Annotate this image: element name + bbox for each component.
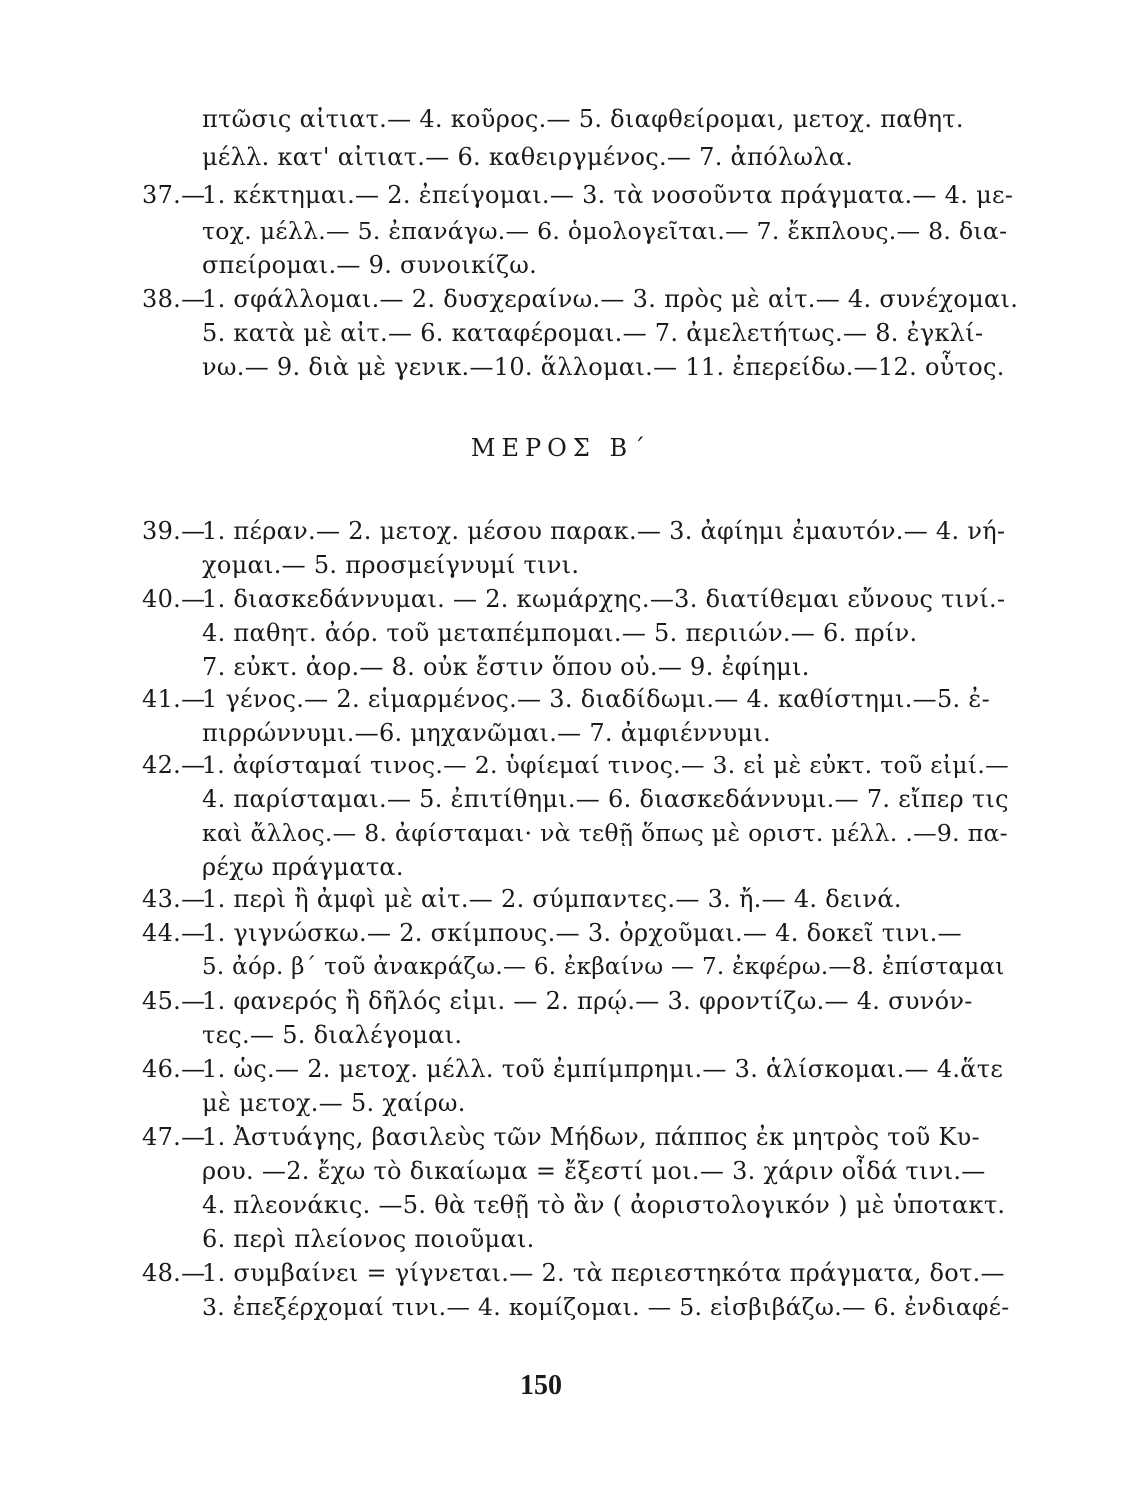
answer-text: 3. ἐπεξέρχομαί τινι.— 4. κομίζομαι. — 5. εἰσβιβάζω.— 6. ἐνδιαφέ- xyxy=(202,1293,1010,1321)
answer-text: 1. πέραν.— 2. μετοχ. μέσου παρακ.— 3. ἀφίημι ἐμαυτόν.— 4. νή- xyxy=(202,517,1006,545)
exercise-number: 41.— xyxy=(142,685,206,713)
answer-text: 4. παρίσταμαι.— 5. ἐπιτίθημι.— 6. διασκεδάννυμι.— 7. εἴπερ τις xyxy=(202,785,1009,813)
answer-text: πτῶσις αἰτιατ.— 4. κοῦρος.— 5. διαφθείρομαι, μετοχ. παθητ. xyxy=(202,105,964,133)
exercise-number: 47.— xyxy=(142,1123,206,1151)
answer-text: 6. περὶ πλείονος ποιοῦμαι. xyxy=(202,1225,535,1253)
exercise-number: 45.— xyxy=(142,987,206,1015)
answer-text: τες.— 5. διαλέγομαι. xyxy=(202,1021,463,1049)
exercise-number: 38.— xyxy=(142,285,206,313)
answer-text: σπείρομαι.— 9. συνοικίζω. xyxy=(202,251,538,279)
exercise-number: 39.— xyxy=(142,517,206,545)
answer-text: 5. ἀόρ. β΄ τοῦ ἀνακράζω.— 6. ἐκβαίνω — 7. ἐκφέρω.—8. ἐπίσταμαι xyxy=(202,954,1005,980)
exercise-number: 43.— xyxy=(142,885,206,913)
answer-text: 1. σφάλλομαι.— 2. δυσχεραίνω.— 3. πρὸς μὲ αἰτ.— 4. συνέχομαι. xyxy=(202,285,1019,313)
answer-text: 4. παθητ. ἀόρ. τοῦ μεταπέμπομαι.— 5. περιιών.— 6. πρίν. xyxy=(202,619,918,647)
answer-text: 1. Ἀστυάγης, βασιλεὺς τῶν Μήδων, πάππος ἐκ μητρὸς τοῦ Κυ- xyxy=(202,1123,980,1151)
answer-text: 1. ὡς.— 2. μετοχ. μέλλ. τοῦ ἐμπίμπρημι.— 3. ἁλίσκομαι.— 4.ἅτε xyxy=(202,1055,1004,1083)
answer-text: μέλλ. κατ' αἰτιατ.— 6. καθειργμένος.— 7. ἀπόλωλα. xyxy=(202,143,854,171)
answer-text: 1 γένος.— 2. εἱμαρμένος.— 3. διαδίδωμι.— 4. καθίστημι.—5. ἐ- xyxy=(202,685,990,713)
answer-text: ρέχω πράγματα. xyxy=(202,853,404,881)
answer-text: 1. φανερός ἢ δῆλός εἰμι. — 2. πρῴ.— 3. φροντίζω.— 4. συνόν- xyxy=(202,987,973,1015)
exercise-number: 37.— xyxy=(142,181,206,209)
answer-text: πιρρώννυμι.—6. μηχανῶμαι.— 7. ἀμφιέννυμι. xyxy=(202,719,771,747)
exercise-number: 42.— xyxy=(142,751,206,779)
answer-text: 1. διασκεδάννυμαι. — 2. κωμάρχης.—3. διατίθεμαι εὔνους τινί.- xyxy=(202,585,1006,613)
page-number: 150 xyxy=(520,1370,562,1401)
answer-text: τοχ. μέλλ.— 5. ἐπανάγω.— 6. ὁμολογεῖται.— 7. ἔκπλους.— 8. δια- xyxy=(202,217,1008,245)
answer-text: χομαι.— 5. προσμείγνυμί τινι. xyxy=(202,551,580,579)
answer-text: 1. κέκτημαι.— 2. ἐπείγομαι.— 3. τὰ νοσοῦντα πράγματα.— 4. με- xyxy=(202,181,1014,209)
answer-text: καὶ ἄλλος.— 8. ἀφίσταμαι· νὰ τεθῇ ὅπως μὲ οριστ. μέλλ. .—9. πα- xyxy=(202,819,1008,847)
answer-text: νω.— 9. διὰ μὲ γενικ.—10. ἅλλομαι.— 11. ἐπερείδω.—12. οὗτος. xyxy=(202,353,1005,381)
answer-text: 5. κατὰ μὲ αἰτ.— 6. καταφέρομαι.— 7. ἀμελετήτως.— 8. ἐγκλί- xyxy=(202,319,984,347)
section-heading: ΜΕΡΟΣ Β΄ xyxy=(470,434,652,462)
answer-text: μὲ μετοχ.— 5. χαίρω. xyxy=(202,1089,466,1117)
answer-text: 4. πλεονάκις. —5. θὰ τεθῇ τὸ ἂν ( ἀοριστολογικόν ) μὲ ὑποτακτ. xyxy=(202,1191,1006,1219)
answer-text: 1. γιγνώσκω.— 2. σκίμπους.— 3. ὀρχοῦμαι.— 4. δοκεῖ τινι.— xyxy=(202,919,962,947)
exercise-number: 46.— xyxy=(142,1055,206,1083)
exercise-number: 40.— xyxy=(142,585,206,613)
exercise-number: 44.— xyxy=(142,919,206,947)
answer-text: 7. εὐκτ. ἀορ.— 8. οὐκ ἔστιν ὅπου οὐ.— 9. ἐφίημι. xyxy=(202,653,810,681)
answer-text: ρου. —2. ἔχω τὸ δικαίωμα = ἔξεστί μοι.— 3. χάριν οἶδά τινι.— xyxy=(202,1157,986,1185)
answer-text: 1. συμβαίνει = γίγνεται.— 2. τὰ περιεστηκότα πράγματα, δοτ.— xyxy=(202,1259,1005,1287)
exercise-number: 48.— xyxy=(142,1259,206,1287)
answer-text: 1. ἀφίσταμαί τινος.— 2. ὑφίεμαί τινος.— 3. εἰ μὲ εὐκτ. τοῦ εἰμί.— xyxy=(202,751,1009,779)
answer-text: 1. περὶ ἢ ἀμφὶ μὲ αἰτ.— 2. σύμπαντες.— 3. ἤ.— 4. δεινά. xyxy=(202,885,902,913)
